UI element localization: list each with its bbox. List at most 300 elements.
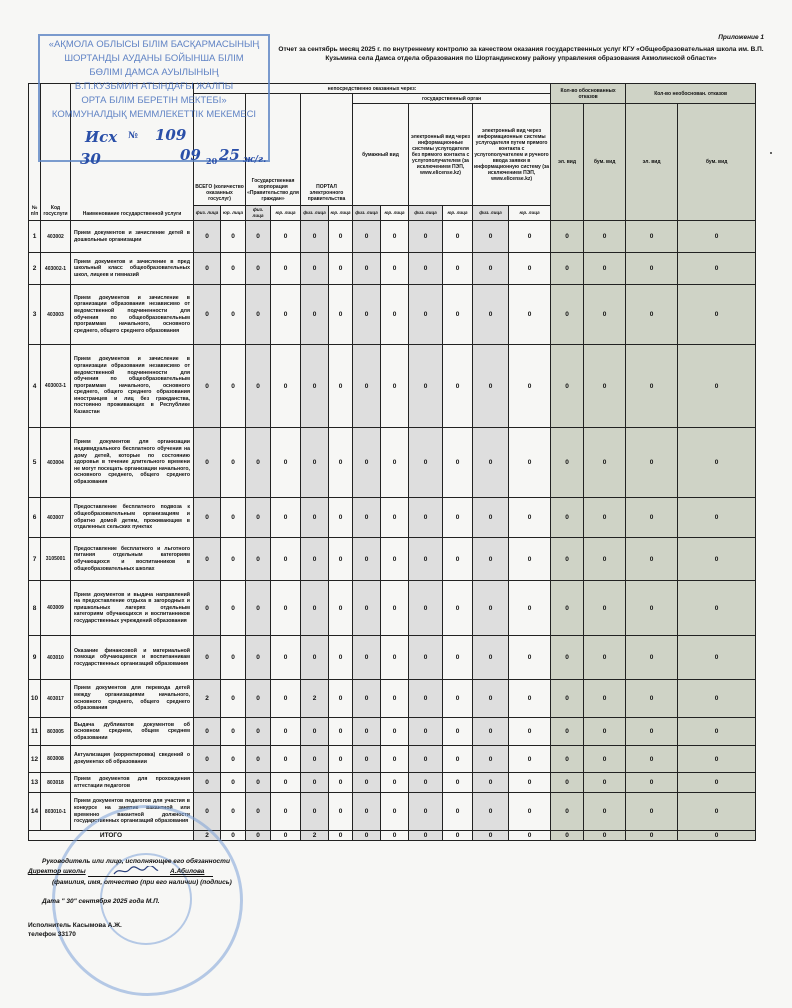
service-code: 3105001 (41, 538, 71, 581)
col-justified-paper: бум. вид (584, 104, 626, 221)
value-cell: 0 (329, 718, 353, 746)
total-cell: 0 (443, 831, 473, 841)
subcol-fiz: физ. лица (301, 206, 329, 221)
value-cell: 0 (551, 746, 584, 773)
row-number: 11 (29, 718, 41, 746)
value-cell: 0 (329, 581, 353, 636)
value-cell: 0 (271, 345, 301, 428)
col-unjustified-el: эл. вид (626, 104, 678, 221)
row-number: 2 (29, 253, 41, 285)
value-cell: 0 (443, 793, 473, 831)
value-cell: 0 (301, 793, 329, 831)
value-cell: 0 (509, 498, 551, 538)
value-cell: 0 (551, 428, 584, 498)
table-row (29, 345, 756, 428)
service-name: Актуализация (корректировка) сведений о документах об образовании (71, 746, 194, 773)
value-cell: 0 (443, 253, 473, 285)
value-cell: 0 (381, 718, 409, 746)
value-cell: 0 (194, 636, 221, 680)
value-cell: 0 (626, 345, 678, 428)
value-cell: 0 (443, 581, 473, 636)
value-cell: 0 (194, 773, 221, 793)
total-cell: 0 (221, 831, 246, 841)
services-table (28, 83, 756, 841)
stamp-line: ОРТА БІЛІМ БЕРЕТІН МЕКТЕБІ» (81, 95, 227, 106)
value-cell: 0 (584, 221, 626, 253)
total-cell: 0 (678, 831, 756, 841)
value-cell: 0 (551, 285, 584, 345)
value-cell: 0 (678, 793, 756, 831)
service-code: 403010 (41, 636, 71, 680)
value-cell: 0 (678, 221, 756, 253)
total-cell: 0 (353, 831, 381, 841)
value-cell: 0 (221, 773, 246, 793)
value-cell: 0 (473, 581, 509, 636)
value-cell: 0 (329, 498, 353, 538)
value-cell: 0 (381, 498, 409, 538)
row-number: 9 (29, 636, 41, 680)
service-name: Прием документов для перевода детей между организациями начального, основного среднего, общего среднего образования (71, 680, 194, 718)
row-number: 4 (29, 345, 41, 428)
row-number: 3 (29, 285, 41, 345)
col-justified-el: эл. вид (551, 104, 584, 221)
value-cell: 0 (221, 285, 246, 345)
total-cell: 2 (194, 831, 221, 841)
service-code: 403009 (41, 581, 71, 636)
row-number: 1 (29, 221, 41, 253)
table-row (29, 581, 756, 636)
value-cell: 0 (678, 718, 756, 746)
total-cell: 0 (626, 831, 678, 841)
table-row (29, 538, 756, 581)
value-cell: 0 (194, 538, 221, 581)
stamp-year-suffix: ж/г. (243, 155, 267, 165)
value-cell: 0 (626, 718, 678, 746)
value-cell: 0 (584, 428, 626, 498)
value-cell: 0 (473, 345, 509, 428)
value-cell: 0 (301, 636, 329, 680)
value-cell: 0 (678, 345, 756, 428)
col-total: ВСЕГО (количество оказанных госуслуг) (194, 94, 246, 206)
value-cell: 0 (473, 773, 509, 793)
value-cell: 0 (353, 581, 381, 636)
value-cell: 0 (626, 680, 678, 718)
row-number: 12 (29, 746, 41, 773)
col-portal: ПОРТАЛ электронного правительства (301, 94, 353, 206)
subcol-yur: юр. лица (271, 206, 301, 221)
value-cell: 0 (678, 428, 756, 498)
value-cell: 0 (194, 746, 221, 773)
service-code: 403003-1 (41, 345, 71, 428)
service-code: 403002-1 (41, 253, 71, 285)
value-cell: 0 (301, 773, 329, 793)
service-code: 403007 (41, 498, 71, 538)
service-code: 403002 (41, 221, 71, 253)
value-cell: 0 (443, 636, 473, 680)
value-cell: 0 (626, 581, 678, 636)
subcol-yur: юр. лица (381, 206, 409, 221)
value-cell: 0 (301, 538, 329, 581)
total-cell: 0 (381, 831, 409, 841)
registration-stamp (38, 34, 270, 162)
value-cell: 0 (551, 680, 584, 718)
service-name: Прием документов и зачисление детей в дошкольные организации (71, 221, 194, 253)
value-cell: 0 (509, 428, 551, 498)
value-cell: 0 (381, 773, 409, 793)
col-group-direct: непосредственно оказанных через: (194, 84, 551, 94)
table-row (29, 680, 756, 718)
table-row (29, 746, 756, 773)
col-justified: Кол-во обоснованных отказов (551, 84, 626, 104)
service-code: 803005 (41, 718, 71, 746)
value-cell: 0 (409, 636, 443, 680)
value-cell: 0 (409, 345, 443, 428)
value-cell: 0 (271, 680, 301, 718)
value-cell: 0 (551, 793, 584, 831)
value-cell: 0 (443, 428, 473, 498)
value-cell: 0 (329, 680, 353, 718)
service-name: Прием документов и зачисление в организации образования независимо от ведомственной подчиненности для обучения по общеобразовательным программам начального, основного среднего, общего среднего образования (71, 285, 194, 345)
value-cell: 2 (194, 680, 221, 718)
service-name: Выдача дубликатов документов об основном среднем, общем среднем образовании (71, 718, 194, 746)
subcol-fiz: физ. лица (246, 206, 271, 221)
value-cell: 0 (584, 538, 626, 581)
service-code: 803008 (41, 746, 71, 773)
value-cell: 0 (271, 636, 301, 680)
ref-no-label: № (128, 131, 138, 141)
value-cell: 0 (443, 680, 473, 718)
value-cell: 0 (329, 773, 353, 793)
value-cell: 0 (329, 345, 353, 428)
service-name: Прием документов педагогов для участия в конкурсе на занятие вакантной или временно вакантной должности государственных организаций образования (71, 793, 194, 831)
value-cell: 0 (551, 718, 584, 746)
value-cell: 0 (246, 773, 271, 793)
table-row (29, 636, 756, 680)
value-cell: 0 (329, 221, 353, 253)
col-unjustified-paper: бум. вид (678, 104, 756, 221)
value-cell: 0 (221, 538, 246, 581)
value-cell: 0 (329, 285, 353, 345)
row-number: 8 (29, 581, 41, 636)
value-cell: 0 (353, 773, 381, 793)
value-cell: 0 (443, 746, 473, 773)
table-row (29, 718, 756, 746)
value-cell: 0 (271, 428, 301, 498)
value-cell: 0 (329, 428, 353, 498)
value-cell: 0 (626, 793, 678, 831)
total-cell: 0 (551, 831, 584, 841)
value-cell: 0 (194, 581, 221, 636)
value-cell: 0 (381, 581, 409, 636)
value-cell: 0 (509, 581, 551, 636)
footer-head-line: Руководитель или лицо, исполняющее его обязанности (42, 858, 230, 865)
value-cell: 0 (678, 538, 756, 581)
value-cell: 0 (473, 636, 509, 680)
value-cell: 0 (584, 253, 626, 285)
table-row (29, 285, 756, 345)
footer-signer: А.Абилова (170, 868, 205, 875)
value-cell: 0 (329, 636, 353, 680)
value-cell: 0 (409, 253, 443, 285)
table-row (29, 428, 756, 498)
col-gov-body: государственный орган (353, 94, 551, 104)
value-cell: 0 (584, 285, 626, 345)
value-cell: 0 (678, 498, 756, 538)
value-cell: 0 (329, 793, 353, 831)
value-cell: 0 (194, 253, 221, 285)
value-cell: 0 (329, 253, 353, 285)
subcol-fiz: физ. лица (409, 206, 443, 221)
value-cell: 0 (409, 793, 443, 831)
value-cell: 0 (221, 345, 246, 428)
value-cell: 0 (409, 581, 443, 636)
value-cell: 0 (626, 538, 678, 581)
value-cell: 0 (194, 221, 221, 253)
value-cell: 0 (443, 345, 473, 428)
row-number: 7 (29, 538, 41, 581)
stamp-day: 30 (80, 150, 101, 168)
stamp-line: «АҚМОЛА ОБЛЫСЫ БІЛІМ БАСҚАРМАСЫНЫҢ (48, 39, 260, 50)
value-cell: 0 (221, 253, 246, 285)
value-cell: 0 (329, 538, 353, 581)
stamp-line: В.П.КУЗЬМИН АТЫНДАҒЫ ЖАЛПЫ (74, 81, 234, 92)
value-cell: 0 (509, 680, 551, 718)
row-number: 14 (29, 793, 41, 831)
value-cell: 0 (271, 498, 301, 538)
value-cell: 0 (221, 793, 246, 831)
value-cell: 0 (409, 538, 443, 581)
value-cell: 0 (551, 581, 584, 636)
value-cell: 0 (246, 746, 271, 773)
subcol-fiz: физ. лица (194, 206, 221, 221)
value-cell: 0 (509, 746, 551, 773)
value-cell: 0 (473, 718, 509, 746)
table-row (29, 221, 756, 253)
value-cell: 0 (194, 793, 221, 831)
value-cell: 0 (301, 285, 329, 345)
value-cell: 0 (329, 746, 353, 773)
value-cell: 0 (626, 498, 678, 538)
total-cell: 0 (329, 831, 353, 841)
value-cell: 0 (509, 345, 551, 428)
service-code: 403003 (41, 285, 71, 345)
total-cell: 0 (246, 831, 271, 841)
table-row (29, 498, 756, 538)
value-cell: 0 (678, 773, 756, 793)
value-cell: 0 (221, 746, 246, 773)
speck (770, 152, 772, 154)
value-cell: 0 (221, 428, 246, 498)
value-cell: 0 (409, 773, 443, 793)
value-cell: 0 (381, 221, 409, 253)
value-cell: 0 (473, 253, 509, 285)
value-cell: 0 (271, 538, 301, 581)
service-name: Оказание финансовой и материальной помощи обучающимся и воспитанникам государственных организаций образования (71, 636, 194, 680)
value-cell: 0 (584, 773, 626, 793)
value-cell: 0 (353, 636, 381, 680)
col-unjustified: Кол-во необоснован. отказов (626, 84, 756, 104)
value-cell: 0 (301, 221, 329, 253)
value-cell: 2 (301, 680, 329, 718)
col-el-no-contact: электронный вид через информационные системы услугодателя без прямого контакта с услугополучателем (за исключением ПЭП, www.elicense.kz) (409, 104, 473, 206)
value-cell: 0 (584, 680, 626, 718)
total-cell: 0 (584, 831, 626, 841)
value-cell: 0 (509, 253, 551, 285)
value-cell: 0 (301, 718, 329, 746)
col-gk: Государственная корпорация «Правительство для граждан» (246, 94, 301, 206)
value-cell: 0 (221, 680, 246, 718)
value-cell: 0 (271, 746, 301, 773)
value-cell: 0 (221, 718, 246, 746)
row-number: 5 (29, 428, 41, 498)
value-cell: 0 (353, 793, 381, 831)
value-cell: 0 (409, 498, 443, 538)
value-cell: 0 (443, 285, 473, 345)
value-cell: 0 (409, 428, 443, 498)
value-cell: 0 (473, 680, 509, 718)
subcol-fiz: физ. лица (473, 206, 509, 221)
value-cell: 0 (353, 718, 381, 746)
value-cell: 0 (626, 428, 678, 498)
value-cell: 0 (678, 285, 756, 345)
stamp-month: 09 (180, 146, 201, 164)
col-paper: бумажный вид (353, 104, 409, 206)
value-cell: 0 (353, 345, 381, 428)
value-cell: 0 (381, 636, 409, 680)
footer-phone: телефон 33170 (28, 931, 76, 938)
total-cell: 0 (509, 831, 551, 841)
value-cell: 0 (626, 253, 678, 285)
value-cell: 0 (626, 746, 678, 773)
service-name: Прием документов и зачисление в пред школьный класс общеобразовательных школ, лицеев и гимназий (71, 253, 194, 285)
report-title: Отчет за сентябрь месяц 2025 г. по внутреннему контролю за качеством оказания государственных услуг КГУ «Общеобразовательная школа им. В.П. Кузьмина села Дамса отдела образования по Шортандинскому району управления образования Акмолинской области» (278, 46, 764, 62)
value-cell: 0 (194, 498, 221, 538)
value-cell: 0 (246, 428, 271, 498)
total-cell: 0 (473, 831, 509, 841)
value-cell: 0 (194, 345, 221, 428)
value-cell: 0 (626, 285, 678, 345)
service-name: Прием документов и выдача направлений на предоставление отдыха в загородных и пришкольных лагерях отдельным категориям обучающихся и воспитанников государственных учреждений образования (71, 581, 194, 636)
stamp-year-prefix: 20 (206, 156, 218, 166)
value-cell: 0 (551, 345, 584, 428)
value-cell: 0 (509, 221, 551, 253)
service-name: Прием документов для прохождения аттестации педагогов (71, 773, 194, 793)
stamp-year: 25 (219, 146, 240, 164)
value-cell: 0 (584, 718, 626, 746)
total-cell: 2 (301, 831, 329, 841)
value-cell: 0 (353, 538, 381, 581)
value-cell: 0 (246, 636, 271, 680)
value-cell: 0 (409, 746, 443, 773)
value-cell: 0 (473, 746, 509, 773)
value-cell: 0 (381, 428, 409, 498)
value-cell: 0 (473, 221, 509, 253)
footer-date: Дата " 30" сентября 2025 года М.П. (42, 898, 160, 905)
signature-line (88, 876, 213, 877)
value-cell: 0 (271, 253, 301, 285)
value-cell: 0 (381, 680, 409, 718)
value-cell: 0 (509, 636, 551, 680)
value-cell: 0 (221, 498, 246, 538)
value-cell: 0 (353, 746, 381, 773)
value-cell: 0 (353, 253, 381, 285)
value-cell: 0 (509, 285, 551, 345)
value-cell: 0 (301, 498, 329, 538)
value-cell: 0 (381, 253, 409, 285)
value-cell: 0 (246, 793, 271, 831)
service-name: Предоставление бесплатного и льготного питания отдельным категориям обучающихся и воспитанников в общеобразовательных школах (71, 538, 194, 581)
value-cell: 0 (381, 285, 409, 345)
value-cell: 0 (509, 718, 551, 746)
value-cell: 0 (194, 718, 221, 746)
value-cell: 0 (246, 498, 271, 538)
value-cell: 0 (443, 773, 473, 793)
value-cell: 0 (301, 428, 329, 498)
value-cell: 0 (473, 793, 509, 831)
ref-prefix: Исх (85, 128, 118, 146)
service-code: 403017 (41, 680, 71, 718)
value-cell: 0 (584, 793, 626, 831)
appendix-label: Приложение 1 (718, 34, 764, 41)
total-cell: 0 (409, 831, 443, 841)
value-cell: 0 (301, 253, 329, 285)
value-cell: 0 (584, 746, 626, 773)
value-cell: 0 (221, 581, 246, 636)
table-row (29, 253, 756, 285)
row-number: 10 (29, 680, 41, 718)
value-cell: 0 (678, 636, 756, 680)
value-cell: 0 (246, 718, 271, 746)
col-name: Наименование государственной услуги (71, 84, 194, 221)
value-cell: 0 (246, 680, 271, 718)
service-code: 803018 (41, 773, 71, 793)
value-cell: 0 (301, 345, 329, 428)
value-cell: 0 (473, 285, 509, 345)
service-code: 803010-1 (41, 793, 71, 831)
total-label: ИТОГО (29, 831, 194, 841)
col-el-manual: электронный вид через информационные системы услугодателя путем прямого контакта с услугополучателем и ручного ввода заявки в информационную систему (за исключением ПЭП, www.elicense.kz) (473, 104, 551, 206)
value-cell: 0 (551, 538, 584, 581)
service-name: Прием документов для организации индивидуального бесплатного обучения на дому детей, которые по состоянию здоровья в течение длительного времени не могут посещать организации начального, основного среднего, общего среднего образования (71, 428, 194, 498)
value-cell: 0 (626, 773, 678, 793)
value-cell: 0 (271, 718, 301, 746)
col-num: № п/п (29, 84, 41, 221)
value-cell: 0 (473, 538, 509, 581)
subcol-yur: юр. лица (329, 206, 353, 221)
footer-sign-caption: (фамилия, имя, отчество (при его наличии) (подпись) (52, 879, 232, 886)
value-cell: 0 (221, 636, 246, 680)
value-cell: 0 (221, 221, 246, 253)
total-cell: 0 (271, 831, 301, 841)
value-cell: 0 (443, 718, 473, 746)
stamp-line: КОММУНАЛДЫҚ МЕММЛЕКЕТТІК МЕКЕМЕСІ (51, 109, 257, 120)
value-cell: 0 (584, 581, 626, 636)
value-cell: 0 (246, 221, 271, 253)
subcol-fiz: физ. лица (353, 206, 381, 221)
value-cell: 0 (353, 428, 381, 498)
value-cell: 0 (509, 793, 551, 831)
value-cell: 0 (194, 428, 221, 498)
value-cell: 0 (551, 221, 584, 253)
value-cell: 0 (678, 253, 756, 285)
service-name: Предоставление бесплатного подвоза к общеобразовательным организациям и обратно домой детям, проживающим в отдаленных сельских пунктах (71, 498, 194, 538)
value-cell: 0 (551, 498, 584, 538)
subcol-yur: юр. лица (509, 206, 551, 221)
value-cell: 0 (409, 285, 443, 345)
value-cell: 0 (381, 793, 409, 831)
value-cell: 0 (678, 746, 756, 773)
value-cell: 0 (551, 636, 584, 680)
